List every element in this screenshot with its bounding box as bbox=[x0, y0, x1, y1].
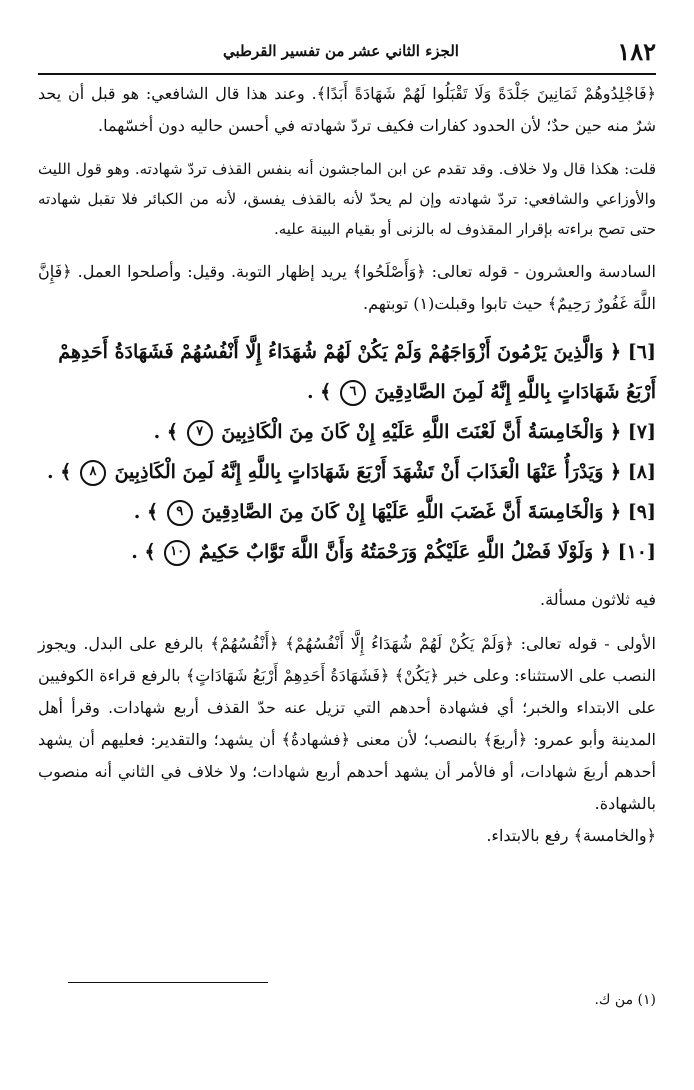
verse-end: ﴾ . bbox=[131, 541, 156, 563]
page-number: ١٨٢ bbox=[617, 36, 656, 66]
header-divider bbox=[38, 73, 656, 75]
verse-number: [٩] bbox=[627, 501, 656, 523]
verse-block bbox=[38, 332, 656, 572]
page-header bbox=[38, 36, 656, 66]
verse-text: ﴿ وَلَوْلَا فَضْلُ اللَّهِ عَلَيْكُمْ وَرَحْمَتُهُ وَأَنَّ اللَّهَ تَوَّابٌ حَكِيمٌ bbox=[198, 541, 611, 563]
verse-end: ﴾ . bbox=[133, 501, 159, 523]
verse-number: [١٠] bbox=[617, 541, 656, 563]
paragraph-6: ﴿والخامسة﴾ رفع بالابتداء. bbox=[486, 826, 656, 845]
ayah-marker: ١٠ bbox=[164, 540, 190, 566]
verse-number: [٦] bbox=[627, 341, 656, 363]
verse-9 bbox=[38, 492, 656, 532]
paragraph-4: فيه ثلاثون مسألة. bbox=[540, 590, 656, 609]
running-title: الجزء الثاني عشر من تفسير القرطبي bbox=[223, 42, 459, 60]
ayah-marker: ٦ bbox=[340, 380, 366, 406]
footnote: (١) من ك. bbox=[594, 992, 656, 1008]
ayah-marker: ٩ bbox=[167, 500, 193, 526]
page-body bbox=[38, 78, 656, 852]
verse-text: ﴿ وَالْخَامِسَةُ أَنَّ لَعْنَتَ اللَّهِ عَلَيْهِ إِنْ كَانَ مِنَ الْكَاذِبِينَ bbox=[221, 421, 622, 443]
verse-number: [٨] bbox=[627, 461, 656, 483]
ayah-marker: ٨ bbox=[80, 460, 106, 486]
verse-number: [٧] bbox=[627, 421, 656, 443]
paragraph-2: قلت: هكذا قال ولا خلاف. وقد تقدم عن ابن الماجشون أنه بنفس القذف تردّ شهادته. وهو قول الليث والأوزاعي والشافعي: تردّ شهادته وإن لم يحدّ لأنه بالقذف يفسق، لأنه من الكبائر فلا تقبل شهادته حتى تصح براءته بإقرار المقذوف له بالزنى أو بقيام البينة عليه. bbox=[38, 160, 656, 238]
verse-7 bbox=[38, 412, 656, 452]
footnote-divider bbox=[68, 982, 268, 983]
verse-8 bbox=[38, 452, 656, 492]
ayah-marker: ٧ bbox=[187, 420, 213, 446]
paragraph-3: السادسة والعشرون - قوله تعالى: ﴿وَأَصْلَحُوا﴾ يريد إظهار التوبة. وقيل: وأصلحوا العمل. ﴿فَإِنَّ اللَّهَ غَفُورٌ رَحِيمٌ﴾ حيث تابوا وقبلت(١) توبتهم. bbox=[38, 262, 656, 313]
verse-text: ﴿ وَيَدْرَأُ عَنْهَا الْعَذَابَ أَنْ تَشْهَدَ أَرْبَعَ شَهَادَاتٍ بِاللَّهِ إِنَّهُ لَمِنَ الْكَاذِبِينَ bbox=[114, 461, 622, 483]
verse-end: ﴾ . bbox=[306, 381, 332, 403]
verse-end: ﴾ . bbox=[153, 421, 178, 443]
paragraph-5: الأولى - قوله تعالى: ﴿وَلَمْ يَكُنْ لَهُمْ شُهَدَاءُ إِلَّا أَنْفُسُهُمْ﴾ ﴿أَنْفُسُهُمْ﴾ بالرفع على البدل. ويجوز النصب على الاستثناء: وعلى خبر ﴿يَكُنْ﴾ ﴿فَشَهَادَةُ أَحَدِهِمْ أَرْبَعُ شَهَادَاتٍ﴾ بالرفع قراءة الكوفيين على الابتداء والخبر؛ أي فشهادة أحدهم التي تزيل عنه حدّ القذف أربع شهادات. وقرأ أهل المدينة وأبو عمرو: ﴿أربعَ﴾ بالنصب؛ لأن معنى ﴿فشهادةُ﴾ أن يشهد؛ والتقدير: فعليهم أن يشهد أحدهم أربعَ شهادات، أو فالأمر أن يشهد أحدهم أربع شهادات؛ ولا خلاف في الثاني أنه منصوب بالشهادة. bbox=[38, 634, 656, 813]
verse-text: ﴿ وَالْخَامِسَةَ أَنَّ غَضَبَ اللَّهِ عَلَيْهَا إِنْ كَانَ مِنَ الصَّادِقِينَ bbox=[201, 501, 622, 523]
verse-end: ﴾ . bbox=[46, 461, 72, 483]
verse-6 bbox=[38, 332, 656, 412]
verse-text: ﴿ وَالَّذِينَ يَرْمُونَ أَزْوَاجَهُمْ وَلَمْ يَكُنْ لَهُمْ شُهَدَاءُ إِلَّا أَنْفُسُهُمْ فَشَهَادَةُ أَحَدِهِمْ أَرْبَعُ شَهَادَاتٍ بِاللَّهِ إِنَّهُ لَمِنَ الصَّادِقِينَ bbox=[58, 341, 656, 403]
paragraph-1: ﴿فَاجْلِدُوهُمْ ثَمَانِينَ جَلْدَةً وَلَا تَقْبَلُوا لَهُمْ شَهَادَةً أَبَدًا﴾. وعند هذا قال الشافعي: هو قبل أن يحد شرٌ منه حين حدٌ؛ لأن الحدود كفارات فكيف تردّ شهادته في أحسن حاليه دون أخسّهما. bbox=[38, 84, 656, 135]
verse-10 bbox=[38, 532, 656, 572]
